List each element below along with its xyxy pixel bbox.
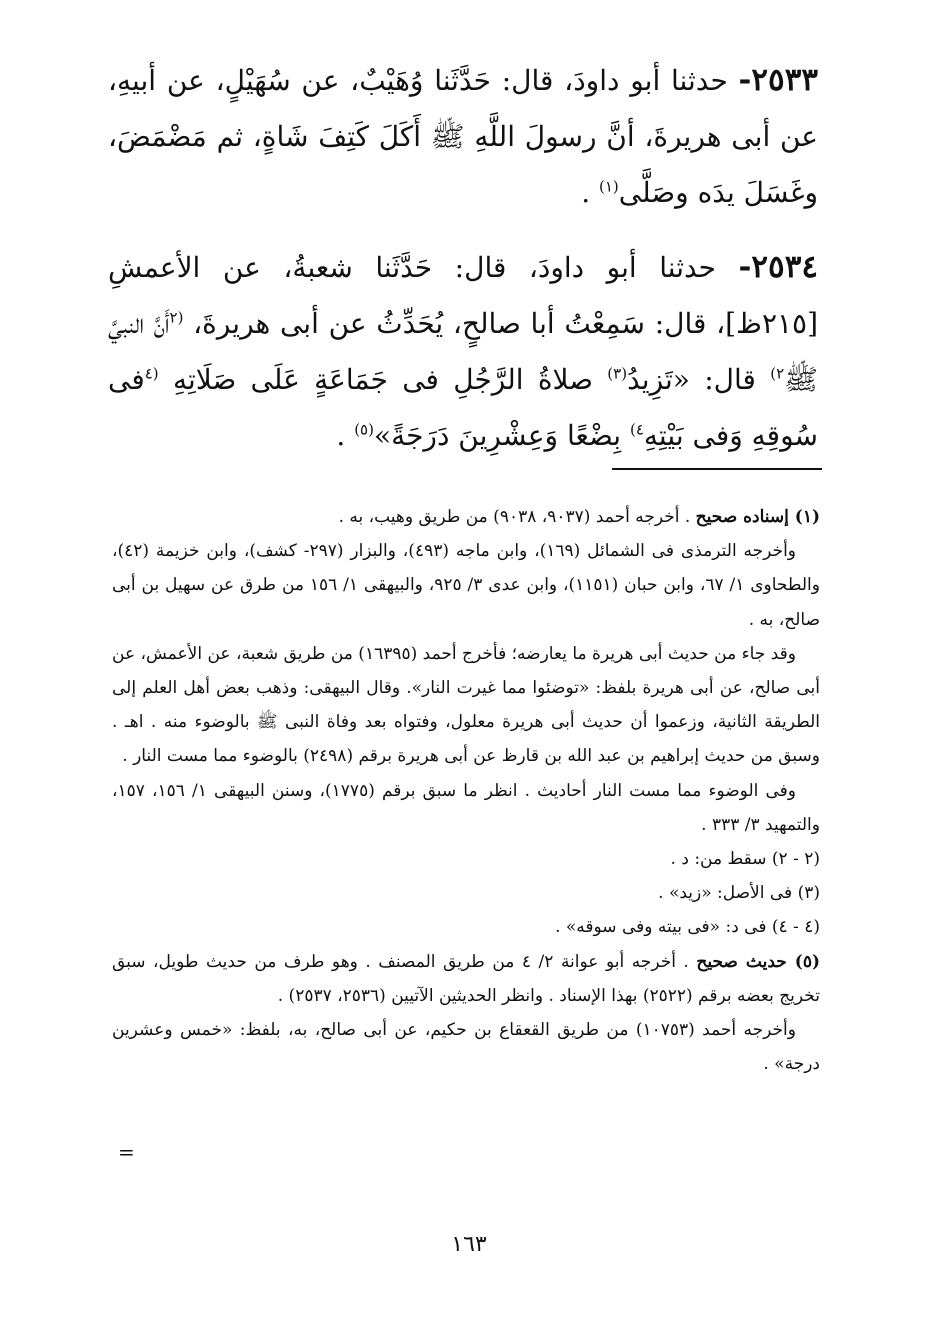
footnote-label: (١) إسناده صحيح: [695, 507, 820, 527]
hadith-body: أَنَّ النبيَّ ﷺ: [108, 307, 818, 396]
hadith-end: .: [336, 419, 355, 452]
footnote-3: (٣) فى الأصل: «زيد» .: [658, 883, 820, 904]
footnote-marker: ٢): [770, 364, 785, 383]
hadith-body: بِضْعًا وَعِشْرِينَ دَرَجَةً»: [373, 419, 630, 452]
footnote-1-paragraph: وأخرجه الترمذى فى الشمائل (١٦٩)، وابن ماجه (٤٩٣)، والبزار (٢٩٧- كشف)، وابن خزيمة (٤٢)، والطحاوى ١/ ٦٧، وابن حبان (١١٥١)، وابن عدى ٣/ ٩٢٥، والبيهقى ١/ ١٥٦ من طرق عن سهيل بن أبى صالح، به .: [112, 541, 820, 630]
footnote-marker: (٣): [607, 364, 628, 383]
footnote-2: (٢ - ٢) سقط من: د .: [670, 849, 820, 870]
footnote-marker: (٥): [354, 420, 374, 439]
hadith-2534: [108, 239, 818, 464]
hadith-body: قال: «تَزِيدُ: [627, 363, 771, 396]
hadith-body: صلاةُ الرَّجُلِ فى جَمَاعَةٍ عَلَى صَلَاتِهِ: [158, 363, 608, 396]
footnote-label: (٥) حديث صحيح: [696, 951, 821, 972]
footnote-text: . أخرجه أحمد (٩٠٣٧، ٩٠٣٨) من طريق وهيب، به .: [338, 507, 691, 527]
footnote-5: [112, 945, 820, 1013]
hadith-body: حدثنا أبو داودَ، قال: حَدَّثَنا وُهَيْبٌ، عن سُهَيْلٍ، عن أبيهِ، عن أبى هريرةَ، أنَّ رسولَ اللَّهِ ﷺ أَكَلَ كَتِفَ شَاةٍ، ثم مَضْمَضَ، وغَسَلَ يدَه وصَلَّى: [108, 64, 818, 209]
footnote-1-paragraph: وقد جاء من حديث أبى هريرة ما يعارضه؛ فأخرج أحمد (١٦٣٩٥) من طريق شعبة، عن الأعمش، عن أبى صالح، عن أبى هريرة بلفظ: «توضئوا مما غيرت النار». وقال البيهقى: وذهب بعض أهل العلم إلى الطريقة الثانية، وزعموا أن حديث أبى هريرة معلول، وفتواه بعد وفاة النبى ﷺ بالوضوء منه . اهـ . وسبق من حديث إبراهيم بن عبد الله بن قارظ عن أبى هريرة برقم (٢٤٩٨) بالوضوء مما مست النار .: [112, 643, 820, 767]
footnote-1: [112, 500, 820, 534]
footnote-5-paragraph: وأخرجه أحمد (١٠٧٥٣) من طريق القعقاع بن حكيم، عن أبى صالح، به، بلفظ: «خمس وعشرين درجة» .: [112, 1020, 820, 1075]
footnotes-block: [112, 500, 820, 1081]
footnote-marker: (٤: [144, 364, 159, 383]
footnote-4: (٤ - ٤) فى د: «فى بيته وفى سوقه» .: [555, 917, 820, 938]
footnote-1-paragraph: وفى الوضوء مما مست النار أحاديث . انظر ما سبق برقم (١٧٧٥)، وسنن البيهقى ١/ ١٥٦، ١٥٧، والتمهيد ٣/ ٣٣٣ .: [112, 780, 820, 835]
hadith-body: فى سُوقِهِ وَفى بَيْتِهِ: [108, 363, 818, 452]
footnote-text: . أخرجه أبو عوانة ٢/ ٤ من طريق المصنف . وهو طرف من حديث طويل، سبق تخريج بعضه برقم (٢٥٢٢) بهذا الإسناد . وانظر الحديثين الآتيين (٢٥٣٦، ٢٥٣٧) .: [112, 951, 820, 1006]
footnote-marker: ٤): [630, 420, 644, 439]
hadith-body: حدثنا أبو داودَ، قال: حَدَّثَنا شعبةُ، عن الأعمشِ [٢١٥ظ]، قال: سَمِعْتُ أبا صالحٍ، يُحَدِّثُ عن أبى هريرةَ،: [108, 251, 819, 340]
footnote-divider: [612, 468, 822, 470]
footnote-marker: (٢: [169, 308, 184, 327]
footnote-marker: (١): [599, 177, 619, 196]
page-number: ١٦٣: [451, 1232, 487, 1257]
hadith-2533: [108, 52, 818, 221]
hadith-end: .: [581, 176, 599, 209]
continuation-mark: =: [118, 1140, 135, 1164]
hadith-text-block: [108, 52, 818, 482]
hadith-number: ٢٥٣٤-: [738, 249, 818, 285]
hadith-number: ٢٥٣٣-: [738, 62, 819, 98]
